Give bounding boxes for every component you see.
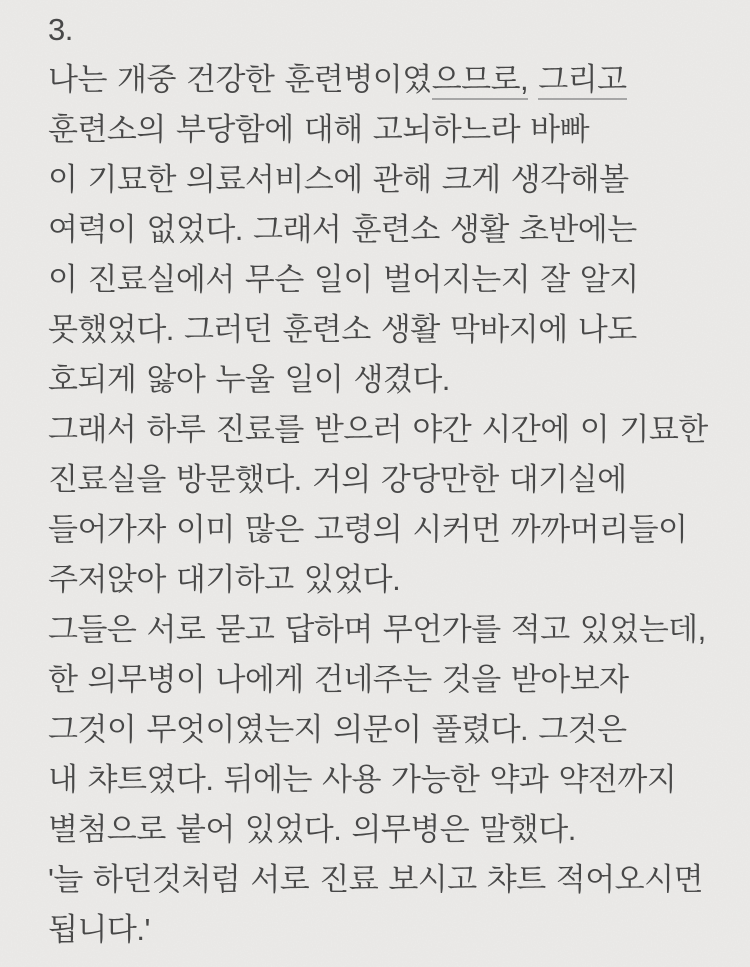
text-line-1	[48, 5, 720, 55]
text-line-19	[48, 905, 720, 955]
text-segment: 내 챠트였다. 뒤에는 사용 가능한 약과 약전까지	[48, 762, 677, 797]
text-segment: 3.	[48, 12, 73, 47]
note-text	[48, 5, 720, 955]
text-segment: 그래서 하루 진료를 받으러 야간 시간에 이 기묘한	[48, 412, 708, 447]
text-line-18	[48, 855, 720, 905]
text-segment: 호되게 앓아 누울 일이 생겼다.	[48, 362, 450, 397]
text-segment: 나는 개중 건강한 훈련병이였	[48, 62, 432, 97]
text-line-10	[48, 455, 720, 505]
text-line-6	[48, 255, 720, 305]
text-segment	[528, 62, 538, 97]
text-line-14	[48, 655, 720, 705]
text-line-9	[48, 405, 720, 455]
text-segment: 훈련소의 부당함에 대해 고뇌하느라 바빠	[48, 112, 590, 147]
text-segment: 진료실을 방문했다. 거의 강당만한 대기실에	[48, 462, 627, 497]
text-segment: 그것이 무엇이였는지 의문이 풀렸다. 그것은	[48, 712, 627, 747]
text-line-5	[48, 205, 720, 255]
text-line-7	[48, 305, 720, 355]
text-segment: 주저앉아 대기하고 있었다.	[48, 562, 401, 597]
text-line-4	[48, 155, 720, 205]
text-line-16	[48, 755, 720, 805]
text-segment: 여력이 없었다. 그래서 훈련소 생활 초반에는	[48, 212, 637, 247]
text-segment: 한 의무병이 나에게 건네주는 것을 받아보자	[48, 662, 629, 697]
text-line-13	[48, 605, 720, 655]
text-segment: 들어가자 이미 많은 고령의 시커먼 까까머리들이	[48, 512, 688, 547]
text-segment: 그들은 서로 묻고 답하며 무언가를 적고 있었는데,	[48, 612, 706, 647]
text-segment: 못했었다. 그러던 훈련소 생활 막바지에 나도	[48, 312, 637, 347]
text-line-12	[48, 555, 720, 605]
text-line-8	[48, 355, 720, 405]
text-segment: 이 진료실에서 무슨 일이 벌어지는지 잘 알지	[48, 262, 639, 297]
text-line-15	[48, 705, 720, 755]
text-segment: 별첨으로 붙어 있었다. 의무병은 말했다.	[48, 812, 576, 847]
text-line-2	[48, 55, 720, 105]
underlined-text-segment: 그리고	[538, 62, 626, 100]
underlined-text-segment: 으므로,	[432, 62, 528, 100]
text-line-3	[48, 105, 720, 155]
text-line-11	[48, 505, 720, 555]
text-line-17	[48, 805, 720, 855]
text-segment: 됩니다.'	[48, 912, 150, 947]
text-segment: '늘 하던것처럼 서로 진료 보시고 챠트 적어오시면	[48, 862, 704, 897]
text-segment: 이 기묘한 의료서비스에 관해 크게 생각해볼	[48, 162, 629, 197]
